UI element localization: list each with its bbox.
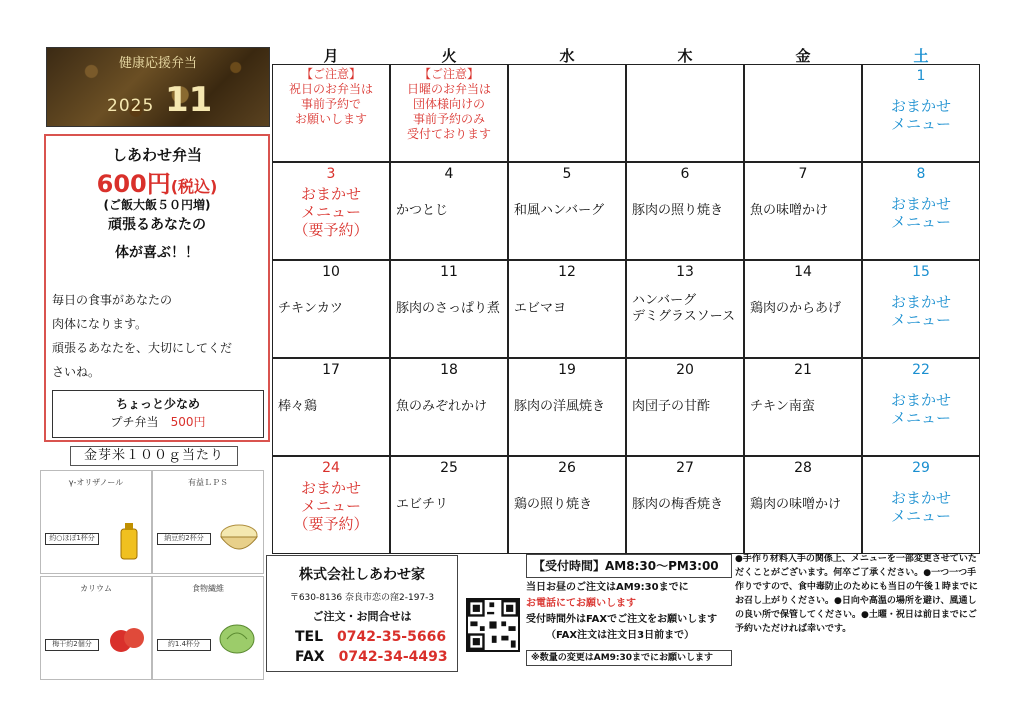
calendar-cell bbox=[626, 260, 744, 358]
calendar-cell bbox=[862, 456, 980, 554]
menu-item: 豚肉の照り焼き bbox=[632, 203, 724, 218]
tel-number: TEL 0742-35-5666 bbox=[295, 629, 447, 645]
day-number: 4 bbox=[444, 166, 454, 182]
slogan-line-1: 頑張るあなたの bbox=[108, 217, 206, 233]
menu-item: おまかせ メニュー bbox=[890, 195, 951, 231]
nutrition-item: γ-オリザノール 約○ほぼ1杯分 bbox=[40, 470, 152, 574]
calendar-cell bbox=[272, 260, 390, 358]
menu-item: 魚のみぞれかけ bbox=[396, 399, 488, 414]
day-number: 28 bbox=[794, 460, 812, 476]
calendar-cell bbox=[744, 358, 862, 456]
notice-text: ●手作り材料入手の関係上、メニューを一部変更させていただくことがございます。何卒ご了承ください。●一つ一つ手作りですので、食中毒防止のためにも当日の午後１時までにお召し上がりください。●日向や高温の場所を避け、風通しの良い所で保管してください。●土曜・祝日は前日までにご予約いただければ幸いです。 bbox=[735, 554, 978, 634]
day-number: 5 bbox=[562, 166, 572, 182]
umeboshi-icon bbox=[107, 621, 147, 657]
weekday-header: 木 bbox=[677, 47, 693, 65]
bento-price: 600円(税込) bbox=[96, 170, 218, 198]
calendar-cell bbox=[862, 64, 980, 162]
menu-item: チキン南蛮 bbox=[750, 399, 815, 414]
calendar-cell bbox=[508, 260, 626, 358]
order-line: 受付時間外はFAXでご注文をお願いします bbox=[526, 614, 718, 625]
promo-body-line: 毎日の食事があなたの bbox=[52, 293, 173, 307]
menu-item: 鶏肉の味噌かけ bbox=[750, 497, 842, 512]
calendar-cell bbox=[744, 456, 862, 554]
calendar-cell bbox=[272, 162, 390, 260]
company-info-box bbox=[266, 555, 458, 672]
order-line: （FAX注文は注文日3日前まで） bbox=[546, 630, 695, 641]
promo-body-line: 肉体になります。 bbox=[52, 317, 148, 331]
day-number: 26 bbox=[558, 460, 576, 476]
order-hours: 【受付時間】AM8:30～PM3:00 bbox=[526, 554, 732, 578]
weekday-header: 水 bbox=[559, 47, 575, 65]
rice-bowl-icon bbox=[217, 521, 261, 557]
nutrition-item: 食物繊維 約1.4杯分 bbox=[152, 576, 264, 680]
day-number: 20 bbox=[676, 362, 694, 378]
nutrition-item: カリウム 梅干約2個分 bbox=[40, 576, 152, 680]
promo-body-line: さいね。 bbox=[52, 365, 101, 379]
menu-item: 和風ハンバーグ bbox=[514, 203, 605, 218]
menu-item: 棒々鶏 bbox=[278, 399, 318, 414]
day-number: 1 bbox=[916, 68, 926, 84]
calendar-cell bbox=[626, 358, 744, 456]
calendar-cell bbox=[744, 64, 862, 162]
day-number: 13 bbox=[676, 264, 694, 280]
weekday-header: 金 bbox=[795, 47, 811, 65]
day-number: 14 bbox=[794, 264, 812, 280]
banner-title: 健康応援弁当 bbox=[118, 56, 197, 71]
menu-item: おまかせ メニュー bbox=[890, 97, 951, 133]
menu-item: おまかせ メニュー bbox=[890, 489, 951, 525]
oil-bottle-icon bbox=[111, 521, 147, 561]
company-address: 〒630-8136 奈良市恋の窪2-197-3 bbox=[289, 593, 435, 603]
weekday-header: 火 bbox=[441, 47, 457, 65]
day-number: 7 bbox=[798, 166, 808, 182]
calendar-cell bbox=[862, 162, 980, 260]
day-number: 11 bbox=[440, 264, 458, 280]
menu-item: かつとじ bbox=[396, 203, 449, 218]
calendar-cell bbox=[508, 64, 626, 162]
inquiry-label: ご注文・お問合せは bbox=[312, 610, 412, 623]
menu-item: 豚肉の洋風焼き bbox=[514, 399, 606, 414]
banner-month: 11 bbox=[165, 80, 213, 120]
nutrition-item: 有益ＬＰＳ 納豆約2杯分 bbox=[152, 470, 264, 574]
calendar-cell bbox=[508, 162, 626, 260]
menu-item: 鶏の照り焼き bbox=[514, 497, 593, 512]
day-number: 22 bbox=[912, 362, 930, 378]
day-number: 17 bbox=[322, 362, 340, 378]
day-number: 15 bbox=[912, 264, 930, 280]
day-number: 8 bbox=[916, 166, 926, 182]
day-number: 21 bbox=[794, 362, 812, 378]
menu-item: 豚肉の梅香焼き bbox=[632, 497, 724, 512]
petit-bento-box bbox=[52, 390, 264, 438]
menu-item: 豚肉のさっぱり煮 bbox=[396, 301, 501, 316]
caution-note: 【ご注意】 祝日のお弁当は 事前予約で お願いします bbox=[288, 67, 373, 126]
order-instructions bbox=[526, 580, 732, 648]
promo-body-line: 頑張るあなたを、大切にしてくだ bbox=[52, 341, 233, 355]
fax-number: FAX 0742-34-4493 bbox=[295, 649, 448, 665]
day-number: 24 bbox=[322, 460, 340, 476]
day-number: 10 bbox=[322, 264, 340, 280]
menu-item: エビマヨ bbox=[514, 301, 567, 316]
calendar-cell bbox=[390, 456, 508, 554]
calendar-cell bbox=[626, 64, 744, 162]
menu-item: ハンバーグ デミグラスソース bbox=[632, 293, 735, 324]
menu-item: おまかせ メニュー （要予約） bbox=[293, 479, 369, 533]
caution-note: 【ご注意】 日曜のお弁当は 団体様向けの 事前予約のみ 受付ております bbox=[406, 67, 491, 141]
calendar-cell bbox=[862, 260, 980, 358]
menu-item: おまかせ メニュー （要予約） bbox=[293, 185, 369, 239]
bento-name: しあわせ弁当 bbox=[111, 146, 202, 164]
menu-item: おまかせ メニュー bbox=[890, 293, 951, 329]
calendar-cell bbox=[390, 260, 508, 358]
day-number: 19 bbox=[558, 362, 576, 378]
calendar-cell bbox=[508, 456, 626, 554]
day-number: 27 bbox=[676, 460, 694, 476]
calendar-cell bbox=[626, 456, 744, 554]
menu-item: おまかせ メニュー bbox=[890, 391, 951, 427]
order-line: 当日お昼のご注文はAM9:30までに bbox=[526, 582, 689, 593]
menu-item: 肉団子の甘酢 bbox=[632, 399, 711, 414]
weekday-header: 月 bbox=[323, 47, 339, 65]
petit-title: ちょっと少なめ bbox=[115, 397, 200, 411]
calendar-cell bbox=[744, 260, 862, 358]
calendar-cell bbox=[508, 358, 626, 456]
petit-price: プチ弁当 500円 bbox=[110, 415, 206, 429]
day-number: 12 bbox=[558, 264, 576, 280]
calendar-cell bbox=[390, 162, 508, 260]
calendar-cell bbox=[272, 456, 390, 554]
calendar-cell bbox=[862, 358, 980, 456]
menu-item: チキンカツ bbox=[278, 301, 343, 316]
day-number: 25 bbox=[440, 460, 458, 476]
calendar-cell bbox=[626, 162, 744, 260]
day-number: 6 bbox=[680, 166, 690, 182]
menu-item: 鶏肉のからあげ bbox=[750, 301, 842, 316]
day-number: 29 bbox=[912, 460, 930, 476]
day-number: 3 bbox=[326, 166, 336, 182]
lettuce-icon bbox=[217, 621, 257, 657]
company-name: 株式会社しあわせ家 bbox=[299, 567, 425, 583]
promo-box bbox=[44, 134, 270, 442]
banner-year: 2025 bbox=[107, 96, 155, 116]
header-banner bbox=[46, 47, 270, 127]
quantity-note: ※数量の変更はAM9:30までにお願いします bbox=[526, 650, 732, 666]
menu-item: 魚の味噌かけ bbox=[750, 203, 829, 218]
calendar-cell bbox=[272, 358, 390, 456]
calendar-cell bbox=[744, 162, 862, 260]
calendar-cell bbox=[272, 64, 390, 162]
qr-code-icon bbox=[466, 598, 520, 652]
order-line: お電話にてお願いします bbox=[526, 598, 636, 609]
menu-item: エビチリ bbox=[396, 497, 449, 512]
rice-note: (ご飯大飯５０円増) bbox=[103, 198, 211, 212]
weekday-header: 土 bbox=[913, 47, 929, 65]
nutrition-title: 金芽米１００ｇ当たり bbox=[70, 446, 238, 466]
slogan-line-2: 体が喜ぶ！！ bbox=[115, 245, 199, 261]
calendar-cell bbox=[390, 358, 508, 456]
calendar-cell bbox=[390, 64, 508, 162]
day-number: 18 bbox=[440, 362, 458, 378]
